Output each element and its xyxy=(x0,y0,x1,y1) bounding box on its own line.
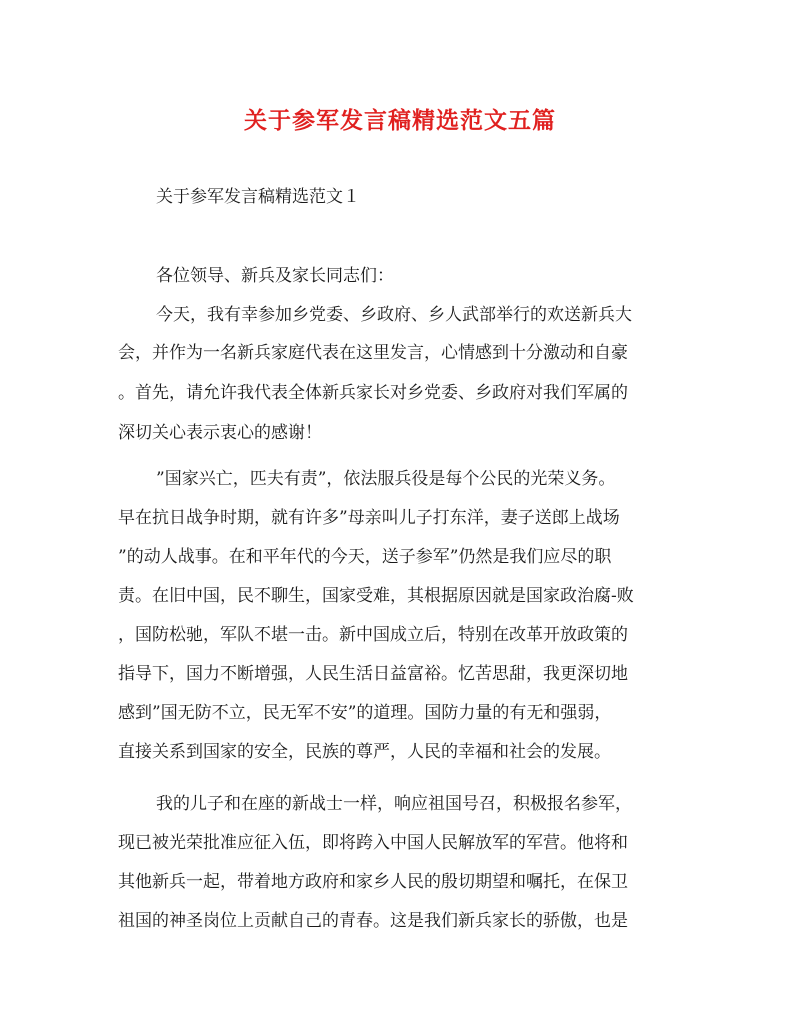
paragraph-line: 会，并作为一名新兵家庭代表在这里发言，心情感到十分激动和自豪 xyxy=(118,343,628,363)
paragraph-line: 责。在旧中国，民不聊生，国家受难，其根据原因就是国家政治腐-败 xyxy=(118,586,634,606)
paragraph-line: 直接关系到国家的安全，民族的尊严，人民的幸福和社会的发展。 xyxy=(118,742,611,762)
document-title: 关于参军发言稿精选范文五篇 xyxy=(244,107,556,134)
paragraph-line: 今天，我有幸参加乡党委、乡政府、乡人武部举行的欢送新兵大 xyxy=(156,305,632,325)
paragraph-line: 。首先，请允许我代表全体新兵家长对乡党委、乡政府对我们军属的 xyxy=(118,383,628,403)
section-heading: 关于参军发言稿精选范文１ xyxy=(156,187,360,207)
paragraph-line: ”的动人战事。在和平年代的今天，送子参军”仍然是我们应尽的职 xyxy=(118,547,612,567)
paragraph-line: 早在抗日战争时期，就有许多”母亲叫儿子打东洋，妻子送郎上战场 xyxy=(118,508,620,528)
paragraph-line: 指导下，国力不断增强，人民生活日益富裕。忆苦思甜，我更深切地 xyxy=(118,664,628,684)
paragraph-line: ，国防松驰，军队不堪一击。新中国成立后，特别在改革开放政策的 xyxy=(118,625,628,645)
paragraph-line: 现已被光荣批准应征入伍，即将跨入中国人民解放军的军营。他将和 xyxy=(118,833,628,853)
paragraph-line: 其他新兵一起，带着地方政府和家乡人民的殷切期望和嘱托，在保卫 xyxy=(118,872,628,892)
paragraph-line: 我的儿子和在座的新战士一样，响应祖国号召，积极报名参军， xyxy=(156,794,632,814)
paragraph-line: 祖国的神圣岗位上贡献自己的青春。这是我们新兵家长的骄傲，也是 xyxy=(118,911,628,931)
paragraph-line: 深切关心表示衷心的感谢！ xyxy=(118,423,322,443)
paragraph-line: 感到”国无防不立，民无军不安”的道理。国防力量的有无和强弱， xyxy=(118,703,612,723)
paragraph-line: ”国家兴亡，匹夫有责”，依法服兵役是每个公民的光荣义务。 xyxy=(156,469,616,489)
greeting-line: 各位领导、新兵及家长同志们： xyxy=(156,266,394,286)
